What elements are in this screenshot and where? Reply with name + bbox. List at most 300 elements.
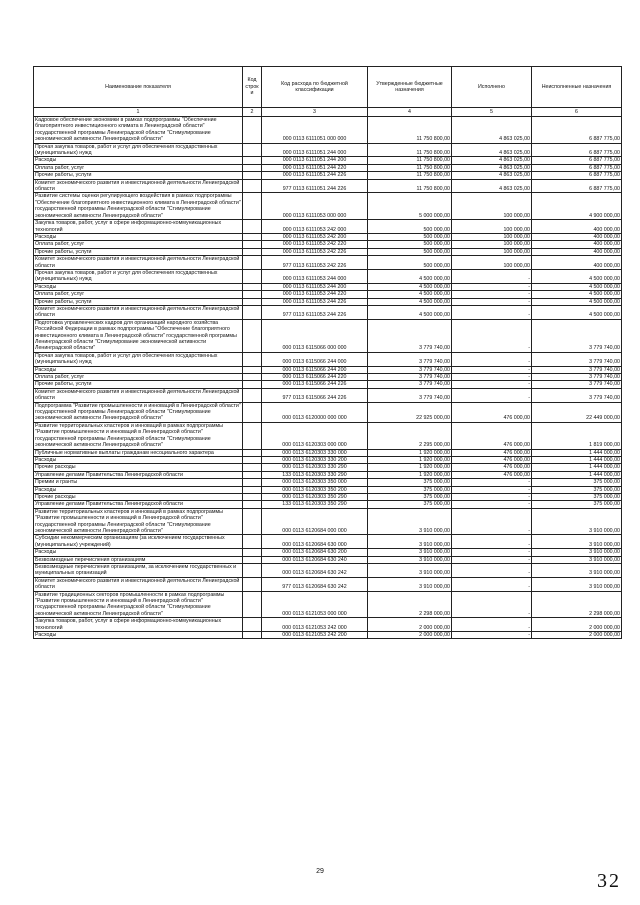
row-unexecuted-cell: 3 779 740,00 xyxy=(532,352,622,366)
row-approved-cell: 3 779 740,00 xyxy=(368,381,452,388)
row-executed-cell: 4 863 025,00 xyxy=(452,164,532,171)
row-unexecuted-cell: 4 500 000,00 xyxy=(532,269,622,283)
row-approved-cell: 4 500 000,00 xyxy=(368,291,452,298)
row-executed-cell: 100 000,00 xyxy=(452,256,532,270)
row-approved-cell: 375 000,00 xyxy=(368,501,452,508)
row-line-code-cell xyxy=(243,422,262,449)
row-executed-cell: - xyxy=(452,535,532,549)
column-number: 2 xyxy=(243,108,262,117)
table-row xyxy=(34,508,622,535)
row-unexecuted-cell: 3 910 000,00 xyxy=(532,508,622,535)
row-approved-cell: 11 750 800,00 xyxy=(368,172,452,179)
row-line-code-cell xyxy=(243,549,262,556)
row-executed-cell: - xyxy=(452,352,532,366)
row-approved-cell: 1 920 000,00 xyxy=(368,456,452,463)
row-line-code-cell xyxy=(243,591,262,618)
row-approved-cell: 2 298 000,00 xyxy=(368,591,452,618)
table-row xyxy=(34,233,622,240)
row-approved-cell: 2 000 000,00 xyxy=(368,632,452,639)
row-approved-cell: 500 000,00 xyxy=(368,248,452,255)
table-row xyxy=(34,471,622,478)
row-executed-cell: - xyxy=(452,305,532,319)
row-line-code-cell xyxy=(243,493,262,500)
row-approved-cell: 11 750 800,00 xyxy=(368,117,452,144)
row-unexecuted-cell: 4 500 000,00 xyxy=(532,291,622,298)
row-name-cell: Безвозмездные перечисления организациям xyxy=(34,556,243,563)
row-executed-cell: 100 000,00 xyxy=(452,248,532,255)
row-line-code-cell xyxy=(243,464,262,471)
row-budget-code-cell: 133 0113 6120303 350 290 xyxy=(262,501,368,508)
table-row xyxy=(34,501,622,508)
row-executed-cell: - xyxy=(452,388,532,402)
row-line-code-cell xyxy=(243,248,262,255)
row-name-cell: Публичные нормативные выплаты гражданам несоциального характера xyxy=(34,449,243,456)
table-row xyxy=(34,456,622,463)
row-executed-cell: - xyxy=(452,577,532,591)
row-approved-cell: 3 779 740,00 xyxy=(368,352,452,366)
row-line-code-cell xyxy=(243,479,262,486)
row-budget-code-cell: 000 0113 6111051 244 220 xyxy=(262,164,368,171)
row-approved-cell: 375 000,00 xyxy=(368,479,452,486)
row-line-code-cell xyxy=(243,117,262,144)
row-budget-code-cell: 977 0113 6111051 244 226 xyxy=(262,179,368,193)
row-budget-code-cell: 000 0113 6120000 000 000 xyxy=(262,402,368,422)
table-row xyxy=(34,241,622,248)
row-name-cell: Расходы xyxy=(34,549,243,556)
row-approved-cell: 3 779 740,00 xyxy=(368,388,452,402)
table-row xyxy=(34,577,622,591)
table-row xyxy=(34,464,622,471)
row-approved-cell: 1 920 000,00 xyxy=(368,464,452,471)
row-unexecuted-cell: 3 910 000,00 xyxy=(532,535,622,549)
row-executed-cell: 476 000,00 xyxy=(452,464,532,471)
column-number: 1 xyxy=(34,108,243,117)
row-approved-cell: 4 500 000,00 xyxy=(368,305,452,319)
row-approved-cell: 1 920 000,00 xyxy=(368,471,452,478)
row-name-cell: Управление делами Правительства Ленинградской области xyxy=(34,501,243,508)
row-name-cell: Комитет экономического развития и инвестиционной деятельности Ленинградской области xyxy=(34,305,243,319)
row-executed-cell: 4 863 025,00 xyxy=(452,157,532,164)
row-budget-code-cell: 000 0113 6115066 244 220 xyxy=(262,374,368,381)
row-line-code-cell xyxy=(243,456,262,463)
row-name-cell: Прочие работы, услуги xyxy=(34,172,243,179)
row-unexecuted-cell: 1 819 000,00 xyxy=(532,422,622,449)
row-name-cell: Прочая закупка товаров, работ и услуг для обеспечения государственных (муниципальных) нужд xyxy=(34,269,243,283)
row-name-cell: Управление делами Правительства Ленинградской области xyxy=(34,471,243,478)
header-budget-classification-code: Код расхода по бюджетной классификации xyxy=(262,67,368,108)
row-name-cell: Комитет экономического развития и инвестиционной деятельности Ленинградской области xyxy=(34,179,243,193)
row-unexecuted-cell: 6 887 775,00 xyxy=(532,117,622,144)
column-number-row xyxy=(34,108,622,117)
row-line-code-cell xyxy=(243,179,262,193)
table-body xyxy=(34,117,622,639)
table-row xyxy=(34,179,622,193)
table-row xyxy=(34,283,622,290)
row-unexecuted-cell: 400 000,00 xyxy=(532,233,622,240)
row-unexecuted-cell: 4 500 000,00 xyxy=(532,283,622,290)
row-line-code-cell xyxy=(243,449,262,456)
header-unexecuted-appropriations: Неисполненные назначения xyxy=(532,67,622,108)
row-budget-code-cell: 000 0113 6111053 242 200 xyxy=(262,233,368,240)
row-approved-cell: 4 500 000,00 xyxy=(368,269,452,283)
row-unexecuted-cell: 6 887 775,00 xyxy=(532,179,622,193)
row-unexecuted-cell: 6 887 775,00 xyxy=(532,172,622,179)
row-line-code-cell xyxy=(243,164,262,171)
table-row xyxy=(34,172,622,179)
row-name-cell: Развитие территориальных кластеров и инноваций в рамках подпрограммы "Развитие промышленности и инноваций в Ленинградской области" государственной программы Ленинградской области "Стимулирование экономической активности Ленинградской области" xyxy=(34,508,243,535)
row-budget-code-cell: 000 0113 6111053 244 220 xyxy=(262,291,368,298)
row-budget-code-cell: 000 0113 6120684 630 200 xyxy=(262,549,368,556)
row-executed-cell: - xyxy=(452,508,532,535)
table-row xyxy=(34,220,622,234)
row-name-cell: Оплата работ, услуг xyxy=(34,241,243,248)
row-line-code-cell xyxy=(243,564,262,578)
table-row xyxy=(34,164,622,171)
row-name-cell: Расходы xyxy=(34,233,243,240)
row-unexecuted-cell: 4 500 000,00 xyxy=(532,305,622,319)
row-executed-cell: 100 000,00 xyxy=(452,241,532,248)
row-budget-code-cell: 000 0113 6111051 000 000 xyxy=(262,117,368,144)
table-row xyxy=(34,117,622,144)
row-unexecuted-cell: 6 887 775,00 xyxy=(532,143,622,157)
row-name-cell: Развитие системы оценки регулирующего воздействия в рамках подпрограммы "Обеспечение благоприятного инвестиционного климата в Ленинградской области" государственной программы Ленинградской области "Стимулирование экономической активности Ленинградской области" xyxy=(35,193,241,219)
row-name-cell: Развитие традиционных секторов промышленности в рамках подпрограммы "Развитие промышленности и инноваций в Ленинградской области" государственной программы Ленинградской области "Стимулирование экономической активности Ленинградской области" xyxy=(34,591,243,618)
row-approved-cell: 3 779 740,00 xyxy=(368,319,452,352)
row-executed-cell: 4 863 025,00 xyxy=(452,117,532,144)
row-executed-cell: - xyxy=(452,486,532,493)
row-executed-cell: - xyxy=(452,479,532,486)
row-name-cell: Оплата работ, услуг xyxy=(34,164,243,171)
row-unexecuted-cell: 3 910 000,00 xyxy=(532,556,622,563)
table-row xyxy=(34,269,622,283)
row-executed-cell: 100 000,00 xyxy=(452,233,532,240)
row-budget-code-cell: 000 0113 6115066 244 000 xyxy=(262,352,368,366)
row-approved-cell: 3 910 000,00 xyxy=(368,508,452,535)
budget-execution-sheet xyxy=(33,66,621,639)
row-line-code-cell xyxy=(243,374,262,381)
table-row xyxy=(34,305,622,319)
row-budget-code-cell: 000 0113 6115066 244 200 xyxy=(262,366,368,373)
row-name-cell: Прочая закупка товаров, работ и услуг для обеспечения государственных (муниципальных) нужд xyxy=(34,143,243,157)
row-approved-cell: 1 920 000,00 xyxy=(368,449,452,456)
row-executed-cell: - xyxy=(452,283,532,290)
row-unexecuted-cell: 4 500 000,00 xyxy=(532,298,622,305)
row-budget-code-cell: 000 0113 6121053 242 000 xyxy=(262,618,368,632)
row-budget-code-cell: 000 0113 6121053 242 200 xyxy=(262,632,368,639)
row-name-cell: Расходы xyxy=(34,366,243,373)
row-unexecuted-cell: 3 779 740,00 xyxy=(532,381,622,388)
row-line-code-cell xyxy=(243,172,262,179)
table-row xyxy=(34,449,622,456)
row-executed-cell: - xyxy=(452,501,532,508)
row-executed-cell: 4 863 025,00 xyxy=(452,172,532,179)
row-unexecuted-cell: 400 000,00 xyxy=(532,256,622,270)
row-approved-cell: 11 750 800,00 xyxy=(368,143,452,157)
row-approved-cell: 4 500 000,00 xyxy=(368,298,452,305)
budget-table xyxy=(33,66,622,639)
row-unexecuted-cell: 1 444 000,00 xyxy=(532,464,622,471)
row-approved-cell: 3 910 000,00 xyxy=(368,549,452,556)
row-executed-cell: - xyxy=(452,549,532,556)
row-budget-code-cell: 000 0113 6120303 350 200 xyxy=(262,486,368,493)
row-name-cell: Подпрограмма "Развитие промышленности и инноваций в Ленинградской области" государственной программы Ленинградской области "Стимулирование экономической активности Ленинградской области" xyxy=(35,402,241,422)
row-budget-code-cell: 000 0113 6111053 244 226 xyxy=(262,298,368,305)
table-row xyxy=(34,193,622,220)
table-row xyxy=(34,493,622,500)
row-unexecuted-cell: 375 000,00 xyxy=(532,501,622,508)
row-executed-cell: 476 000,00 xyxy=(452,471,532,478)
row-approved-cell: 11 750 800,00 xyxy=(368,179,452,193)
row-name-cell: Безвозмездные перечисления организациям, за исключением государственных и муниципальных организаций xyxy=(34,564,243,578)
row-unexecuted-cell: 1 444 000,00 xyxy=(532,471,622,478)
row-budget-code-cell: 000 0113 6120684 630 242 xyxy=(262,564,368,578)
row-executed-cell: 100 000,00 xyxy=(452,220,532,234)
row-name-cell: Расходы xyxy=(34,157,243,164)
row-executed-cell: - xyxy=(452,291,532,298)
header-approved-appropriations: Утвержденные бюджетные назначения xyxy=(368,67,452,108)
table-row xyxy=(34,422,622,449)
row-approved-cell: 500 000,00 xyxy=(368,241,452,248)
row-approved-cell: 4 500 000,00 xyxy=(368,283,452,290)
row-budget-code-cell: 000 0113 6120303 000 000 xyxy=(262,422,368,449)
row-line-code-cell xyxy=(243,388,262,402)
row-name-cell: Расходы xyxy=(34,456,243,463)
table-row xyxy=(34,556,622,563)
row-budget-code-cell: 977 0113 6120684 630 242 xyxy=(262,577,368,591)
row-approved-cell: 3 910 000,00 xyxy=(368,535,452,549)
row-budget-code-cell: 000 0113 6120684 630 240 xyxy=(262,556,368,563)
row-budget-code-cell: 000 0113 6111053 244 200 xyxy=(262,283,368,290)
row-budget-code-cell: 000 0113 6120303 330 290 xyxy=(262,464,368,471)
row-name-cell: Подготовка управленческих кадров для организаций народного хозяйства Российской Федерации в рамках подпрограммы "Обеспечение благоприятного инвестиционного климата в Ленинградской области" государственной программы Ленинградской области "Стимулирование экономической активности Ленинградской области" xyxy=(34,319,243,352)
row-name-cell: Прочие работы, услуги xyxy=(34,248,243,255)
header-line-code: Код строк и xyxy=(243,67,262,108)
row-unexecuted-cell: 4 900 000,00 xyxy=(532,193,622,220)
row-line-code-cell xyxy=(243,381,262,388)
table-row xyxy=(34,402,622,422)
row-unexecuted-cell: 6 887 775,00 xyxy=(532,157,622,164)
row-line-code-cell xyxy=(243,298,262,305)
row-executed-cell: - xyxy=(452,374,532,381)
row-executed-cell: - xyxy=(452,556,532,563)
row-approved-cell: 375 000,00 xyxy=(368,486,452,493)
row-budget-code-cell: 000 0113 6111051 244 000 xyxy=(262,143,368,157)
row-name-cell: Кадровое обеспечение экономики в рамках подпрограммы "Обеспечение благоприятного инвестиционного климата в Ленинградской области" государственной программы Ленинградской области "Стимулирование экономической активности Ленинградской области" xyxy=(34,117,243,144)
row-unexecuted-cell: 2 000 000,00 xyxy=(532,618,622,632)
header-executed: Исполнено xyxy=(452,67,532,108)
row-line-code-cell xyxy=(243,508,262,535)
row-budget-code-cell: 000 0113 6111053 242 220 xyxy=(262,241,368,248)
row-unexecuted-cell: 3 910 000,00 xyxy=(532,564,622,578)
row-line-code-cell xyxy=(243,486,262,493)
table-row xyxy=(34,374,622,381)
row-executed-cell: - xyxy=(452,298,532,305)
table-row xyxy=(34,319,622,352)
row-approved-cell: 3 779 740,00 xyxy=(368,374,452,381)
row-unexecuted-cell: 375 000,00 xyxy=(532,493,622,500)
table-row xyxy=(34,352,622,366)
row-unexecuted-cell: 400 000,00 xyxy=(532,241,622,248)
row-line-code-cell xyxy=(243,366,262,373)
table-row xyxy=(34,618,622,632)
row-name-cell: Комитет экономического развития и инвестиционной деятельности Ленинградской области xyxy=(34,577,243,591)
row-approved-cell: 2 000 000,00 xyxy=(368,618,452,632)
row-line-code-cell xyxy=(243,256,262,270)
row-approved-cell: 500 000,00 xyxy=(368,233,452,240)
row-executed-cell: 4 863 025,00 xyxy=(452,143,532,157)
row-name-cell: Развитие территориальных кластеров и инноваций в рамках подпрограммы "Развитие промышленности и инноваций в Ленинградской области" государственной программы Ленинградской области "Стимулирование экономической активности Ленинградской области" xyxy=(34,422,243,449)
row-budget-code-cell: 000 0113 6120303 330 200 xyxy=(262,456,368,463)
row-line-code-cell xyxy=(243,352,262,366)
row-line-code-cell xyxy=(243,618,262,632)
column-number: 5 xyxy=(452,108,532,117)
handwritten-sheet-number: 32 xyxy=(597,870,621,892)
row-name-cell: Закупка товаров, работ, услуг в сфере информационно-коммуникационных технологий xyxy=(34,618,243,632)
table-row xyxy=(34,479,622,486)
row-approved-cell: 375 000,00 xyxy=(368,493,452,500)
row-budget-code-cell: 000 0113 6111053 244 000 xyxy=(262,269,368,283)
row-budget-code-cell: 000 0113 6111051 244 200 xyxy=(262,157,368,164)
row-executed-cell: 476 000,00 xyxy=(452,449,532,456)
table-row xyxy=(34,143,622,157)
row-approved-cell: 11 750 800,00 xyxy=(368,164,452,171)
row-approved-cell: 500 000,00 xyxy=(368,256,452,270)
row-unexecuted-cell: 400 000,00 xyxy=(532,220,622,234)
row-unexecuted-cell: 2 298 000,00 xyxy=(532,591,622,618)
column-number: 3 xyxy=(262,108,368,117)
row-name-cell: Закупка товаров, работ, услуг в сфере информационно-коммуникационных технологий xyxy=(34,220,243,234)
row-executed-cell: 4 863 025,00 xyxy=(452,179,532,193)
row-line-code-cell xyxy=(243,283,262,290)
row-executed-cell: 100 000,00 xyxy=(452,193,532,220)
table-row xyxy=(34,564,622,578)
row-unexecuted-cell: 22 449 000,00 xyxy=(532,402,622,422)
row-line-code-cell xyxy=(243,471,262,478)
column-number: 4 xyxy=(368,108,452,117)
row-budget-code-cell: 133 0113 6120303 330 290 xyxy=(262,471,368,478)
row-budget-code-cell: 000 0113 6121053 000 000 xyxy=(262,591,368,618)
table-row xyxy=(34,535,622,549)
row-budget-code-cell: 000 0113 6115066 000 000 xyxy=(262,319,368,352)
row-approved-cell: 2 295 000,00 xyxy=(368,422,452,449)
row-line-code-cell xyxy=(243,143,262,157)
row-line-code-cell xyxy=(243,501,262,508)
table-row xyxy=(34,591,622,618)
row-approved-cell: 500 000,00 xyxy=(368,220,452,234)
row-name-cell: Расходы xyxy=(34,632,243,639)
row-executed-cell: - xyxy=(452,564,532,578)
row-budget-code-cell: 000 0113 6120303 350 290 xyxy=(262,493,368,500)
row-executed-cell: - xyxy=(452,269,532,283)
row-executed-cell: - xyxy=(452,618,532,632)
row-name-cell: Прочие работы, услуги xyxy=(34,381,243,388)
row-unexecuted-cell: 3 779 740,00 xyxy=(532,374,622,381)
table-row xyxy=(34,256,622,270)
row-budget-code-cell: 000 0113 6120684 630 000 xyxy=(262,535,368,549)
row-line-code-cell xyxy=(243,556,262,563)
row-budget-code-cell: 000 0113 6120303 350 000 xyxy=(262,479,368,486)
row-unexecuted-cell: 2 000 000,00 xyxy=(532,632,622,639)
row-budget-code-cell: 977 0113 6111053 244 226 xyxy=(262,305,368,319)
table-row xyxy=(34,248,622,255)
row-unexecuted-cell: 400 000,00 xyxy=(532,248,622,255)
row-executed-cell: - xyxy=(452,319,532,352)
table-header-row xyxy=(34,67,622,108)
row-name-cell: Прочие расходы xyxy=(34,493,243,500)
row-budget-code-cell: 977 0113 6115066 244 226 xyxy=(262,388,368,402)
row-line-code-cell xyxy=(243,220,262,234)
row-name-cell: Оплата работ, услуг xyxy=(34,374,243,381)
row-line-code-cell xyxy=(243,632,262,639)
row-line-code-cell xyxy=(243,305,262,319)
row-name-cell: Комитет экономического развития и инвестиционной деятельности Ленинградской области xyxy=(34,388,243,402)
row-budget-code-cell: 000 0113 6120303 330 000 xyxy=(262,449,368,456)
row-approved-cell: 3 910 000,00 xyxy=(368,556,452,563)
row-name-cell: Комитет экономического развития и инвестиционной деятельности Ленинградской области xyxy=(34,256,243,270)
row-line-code-cell xyxy=(243,241,262,248)
row-unexecuted-cell: 1 444 000,00 xyxy=(532,449,622,456)
row-unexecuted-cell: 3 910 000,00 xyxy=(532,549,622,556)
table-row xyxy=(34,298,622,305)
row-executed-cell: - xyxy=(452,381,532,388)
row-name-cell: Прочая закупка товаров, работ и услуг для обеспечения государственных (муниципальных) нужд xyxy=(34,352,243,366)
row-unexecuted-cell: 3 910 000,00 xyxy=(532,577,622,591)
row-line-code-cell xyxy=(243,269,262,283)
row-approved-cell: 3 910 000,00 xyxy=(368,564,452,578)
row-unexecuted-cell: 1 444 000,00 xyxy=(532,456,622,463)
row-line-code-cell xyxy=(243,535,262,549)
row-name-cell: Оплата работ, услуг xyxy=(34,291,243,298)
row-budget-code-cell: 000 0113 6111053 242 000 xyxy=(262,220,368,234)
row-line-code-cell xyxy=(243,233,262,240)
table-row xyxy=(34,549,622,556)
row-line-code-cell xyxy=(243,319,262,352)
row-unexecuted-cell: 3 779 740,00 xyxy=(532,388,622,402)
table-row xyxy=(34,157,622,164)
row-approved-cell: 22 925 000,00 xyxy=(368,402,452,422)
row-executed-cell: - xyxy=(452,493,532,500)
row-budget-code-cell: 000 0113 6120684 000 000 xyxy=(262,508,368,535)
row-name-cell: Прочие расходы xyxy=(34,464,243,471)
row-line-code-cell xyxy=(243,193,262,220)
row-executed-cell: 476 000,00 xyxy=(452,422,532,449)
row-unexecuted-cell: 3 779 740,00 xyxy=(532,366,622,373)
table-row xyxy=(34,381,622,388)
row-budget-code-cell: 000 0113 6111053 242 226 xyxy=(262,248,368,255)
row-name-cell: Субсидии некоммерческим организациям (за исключением государственных (муниципальных) учреждений) xyxy=(34,535,243,549)
row-budget-code-cell: 000 0113 6111051 244 226 xyxy=(262,172,368,179)
row-name-cell: Прочие работы, услуги xyxy=(34,298,243,305)
row-executed-cell: - xyxy=(452,591,532,618)
row-unexecuted-cell: 6 887 775,00 xyxy=(532,164,622,171)
row-executed-cell: 476 000,00 xyxy=(452,402,532,422)
table-row xyxy=(34,388,622,402)
row-executed-cell: 476 000,00 xyxy=(452,456,532,463)
row-budget-code-cell: 000 0113 6111053 000 000 xyxy=(262,193,368,220)
table-row xyxy=(34,486,622,493)
row-budget-code-cell: 977 0113 6111053 242 226 xyxy=(262,256,368,270)
row-name-cell: Премии и гранты xyxy=(34,479,243,486)
column-number: 6 xyxy=(532,108,622,117)
row-line-code-cell xyxy=(243,402,262,422)
row-approved-cell: 3 779 740,00 xyxy=(368,366,452,373)
header-indicator-name: Наименование показателя xyxy=(34,67,243,108)
row-budget-code-cell: 000 0113 6115066 244 226 xyxy=(262,381,368,388)
row-unexecuted-cell: 375 000,00 xyxy=(532,486,622,493)
table-row xyxy=(34,366,622,373)
row-approved-cell: 11 750 800,00 xyxy=(368,157,452,164)
row-line-code-cell xyxy=(243,157,262,164)
